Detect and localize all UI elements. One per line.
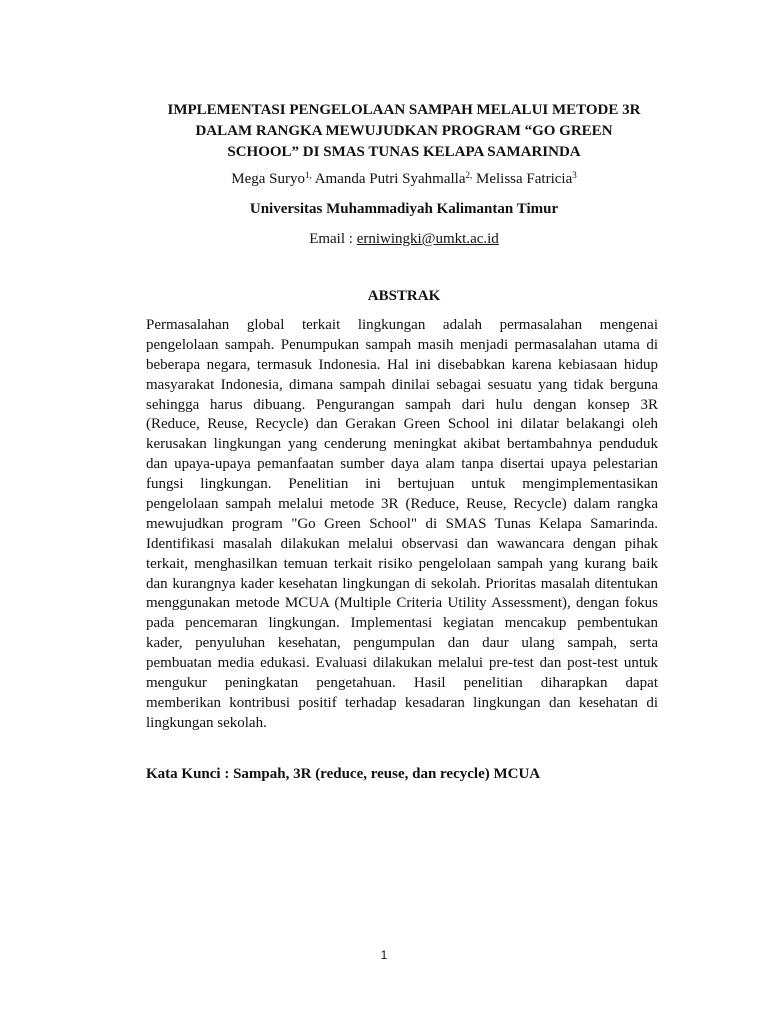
- title-line: IMPLEMENTASI PENGELOLAAN SAMPAH MELALUI METODE 3R: [167, 102, 641, 118]
- abstract-line: fungsi lingkungan. Penelitian ini bertujuan untuk mengimplementasikan: [146, 476, 658, 493]
- abstract-line: beberapa negara, termasuk Indonesia. Hal ini disebabkan karena kebiasaan hidup: [146, 356, 658, 373]
- author-list: [100, 169, 708, 189]
- page-number: 1: [380, 948, 388, 962]
- keywords: Kata Kunci : Sampah, 3R (reduce, reuse, dan recycle) MCUA: [146, 766, 541, 782]
- title-line: SCHOOL” DI SMAS TUNAS KELAPA SAMARINDA: [227, 144, 581, 160]
- abstract-line: lingkungan sekolah.: [146, 714, 267, 731]
- title-line: DALAM RANGKA MEWUJUDKAN PROGRAM “GO GREEN: [195, 123, 613, 139]
- email-line: [100, 229, 708, 249]
- abstract-line: pembuatan media edukasi. Evaluasi dilakukan melalui pre-test dan post-test untuk: [146, 655, 658, 672]
- abstract-line: pada pencemaran lingkungan. Implementasi kegiatan mencakup pembentukan: [146, 615, 658, 632]
- abstract-line: dan kurangnya kader kesehatan lingkungan di sekolah. Prioritas masalah ditentukan: [146, 575, 658, 592]
- abstract-line: mengukur peningkatan pengetahuan. Hasil penelitian diharapkan dapat: [146, 675, 658, 692]
- email-link[interactable]: erniwingki@umkt.ac.id: [356, 231, 499, 247]
- abstract-line: Identifikasi masalah dilakukan melalui observasi dan wawancara dengan pihak: [146, 535, 658, 552]
- abstract-line: menggunakan metode MCUA (Multiple Criteria Utility Assessment), dengan fokus: [146, 595, 658, 612]
- abstract-line: pengelolaan sampah melalui metode 3R (Reduce, Reuse, Recycle) dalam rangka: [146, 496, 658, 513]
- abstract-line: masyarakat Indonesia, dimana sampah dinilai sebagai sesuatu yang tidak berguna: [146, 376, 658, 393]
- author-name: Mega Suryo: [231, 171, 306, 187]
- author-affiliation-mark: 3: [572, 170, 577, 180]
- abstract-line: (Reduce, Reuse, Recycle) dan Gerakan Green School ini dilatar belakangi oleh: [146, 416, 658, 433]
- affiliation: Universitas Muhammadiyah Kalimantan Timur: [249, 201, 559, 217]
- abstract-body: [146, 316, 658, 734]
- abstract-line: dan upaya-upaya pemanfaatan sumber daya alam tanpa disertai upaya pelestarian: [146, 456, 658, 473]
- abstract-line: Permasalahan global terkait lingkungan adalah permasalahan mengenai: [146, 317, 658, 333]
- author-affiliation-mark: 2,: [465, 170, 473, 180]
- abstract-line: mewujudkan program "Go Green School" di SMAS Tunas Kelapa Samarinda.: [146, 515, 658, 532]
- author-name: Melissa Fatricia: [472, 171, 573, 187]
- abstract-line: sehingga harus dibuang. Pengurangan sampah dari hulu dengan konsep 3R: [146, 396, 658, 413]
- abstract-heading: ABSTRAK: [367, 288, 441, 304]
- abstract-line: terkait, menghasilkan temuan terkait risiko pengelolaan sampah yang kurang baik: [146, 555, 658, 572]
- abstract-line: kader, penyuluhan kesehatan, pengumpulan dan daur ulang sampah, serta: [146, 635, 658, 652]
- abstract-line: pengelolaan sampah. Penumpukan sampah masih menjadi permasalahan utama di: [146, 336, 658, 353]
- paper-title: [130, 100, 678, 163]
- email-label: Email :: [309, 231, 357, 247]
- abstract-line: kerusakan lingkungan yang cenderung meningkat akibat bertambahnya penduduk: [146, 436, 658, 453]
- author-name: Amanda Putri Syahmalla: [311, 171, 466, 187]
- abstract-line: memberikan kontribusi positif terhadap kesadaran lingkungan dan kesehatan di: [146, 694, 658, 711]
- author-affiliation-mark: 1,: [305, 170, 312, 180]
